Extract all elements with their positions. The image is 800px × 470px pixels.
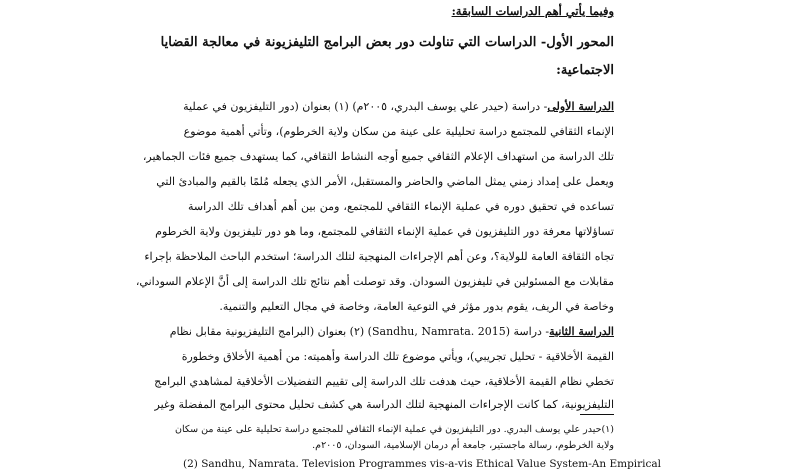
study1-line-3: تلك الدراسة من استهداف الإعلام الثقافي جميع أوجه النشاط الثقافي، كما يستهدف جميع فئات الجماهير،: [142, 150, 614, 163]
study1-line-1-text: - دراسة (حيدر علي يوسف البدري، ٢٠٠٥م) (١) بعنوان (دور التليفزيون في عملية: [183, 100, 548, 113]
study2-line-2: القيمة الأخلاقية - تحليل تجريبي)، ويأتي موضوع تلك الدراسة وأهميته: من أهمية الأخلاق وخطورة: [181, 350, 614, 363]
study1-line-1: [183, 100, 614, 114]
study1-line-9: وخاصة في الريف، يقوم بدور مؤثر في التوعية العامة، وخاصة في مجال التعليم والتنمية.: [219, 300, 614, 313]
axis-heading-line-1: المحور الأول- الدراسات التي تناولت دور بعض البرامج التليفزيونة في معالجة القضايا: [160, 35, 614, 50]
intro-heading: وفيما يأتي أهم الدراسات السابقة:: [451, 4, 614, 18]
study2-title: الدراسة الثانية: [549, 325, 614, 338]
study1-line-7: تجاه الثقافة العامة للولاية؟، وعن أهم الإجراءات المنهجية لتلك الدراسة؛ استخدم الباحث الملاحظة بإجراء: [144, 250, 614, 263]
study2-line-4: التليفزيونية، كما كانت الإجراءات المنهجية لتلك الدراسة هي كشف تحليل محتوى البرامج المفضلة وغير: [154, 398, 614, 411]
study1-title: الدراسة الأولى: [547, 100, 614, 113]
study2-line-3: تخطي نظام القيمة الأخلاقية، حيث هدفت تلك الدراسة إلى تقييم التفضيلات الأخلاقية لمشاهدي البرامج: [154, 375, 614, 388]
footnote-separator: [580, 414, 614, 415]
footnote-1-line-1: (١)حيدر علي يوسف البدري. دور التليفزيون في عملية الإنماء الثقافي للمجتمع دراسة تحليلية على عينة من سكان: [174, 424, 614, 435]
footnote-1-line-2: ولاية الخرطوم، رسالة ماجستير، جامعة أم درمان الإسلامية، السودان، ٢٠٠٥م.: [312, 440, 614, 451]
axis-heading-line-2: الاجتماعية:: [556, 63, 614, 78]
study1-line-8: مقابلات مع المسئولين في تليفزيون السودان. وقد توصلت أهم نتائج تلك الدراسة إلى أنَّ الإعلام السوداني،: [135, 275, 614, 288]
study1-line-5: تساعده في تحقيق دوره في عملية الإنماء الثقافي للمجتمع، ومن بين أهم أهداف تلك الدراسة: [188, 200, 614, 213]
study1-line-2: الإنماء الثقافي للمجتمع دراسة تحليلية على عينة من سكان ولاية الخرطوم)، وتأتي أهمية موضوع: [183, 125, 614, 138]
study2-line-1-text: - دراسة (Sandhu, Namrata. 2015) (٢) بعنوان (البرامج التليفزيونية مقابل نظام: [169, 325, 550, 338]
study1-line-4: ويعمل على إمداد زمني يمثل الماضي والحاضر والمستقبل، الأمر الذي يجعله مُلمًا بالقيم والمبادئ التي: [156, 175, 614, 188]
study2-line-1: [169, 325, 614, 339]
footnote-2: (2) Sandhu, Namrata. Television Programmes vis-a-vis Ethical Value System-An Empirical: [183, 458, 662, 470]
study1-line-6: تساؤلاتها معرفة دور التليفزيون في عملية الإنماء الثقافي للمجتمع، وما هو دور تليفزيون ولاية الخرطوم: [155, 225, 614, 238]
